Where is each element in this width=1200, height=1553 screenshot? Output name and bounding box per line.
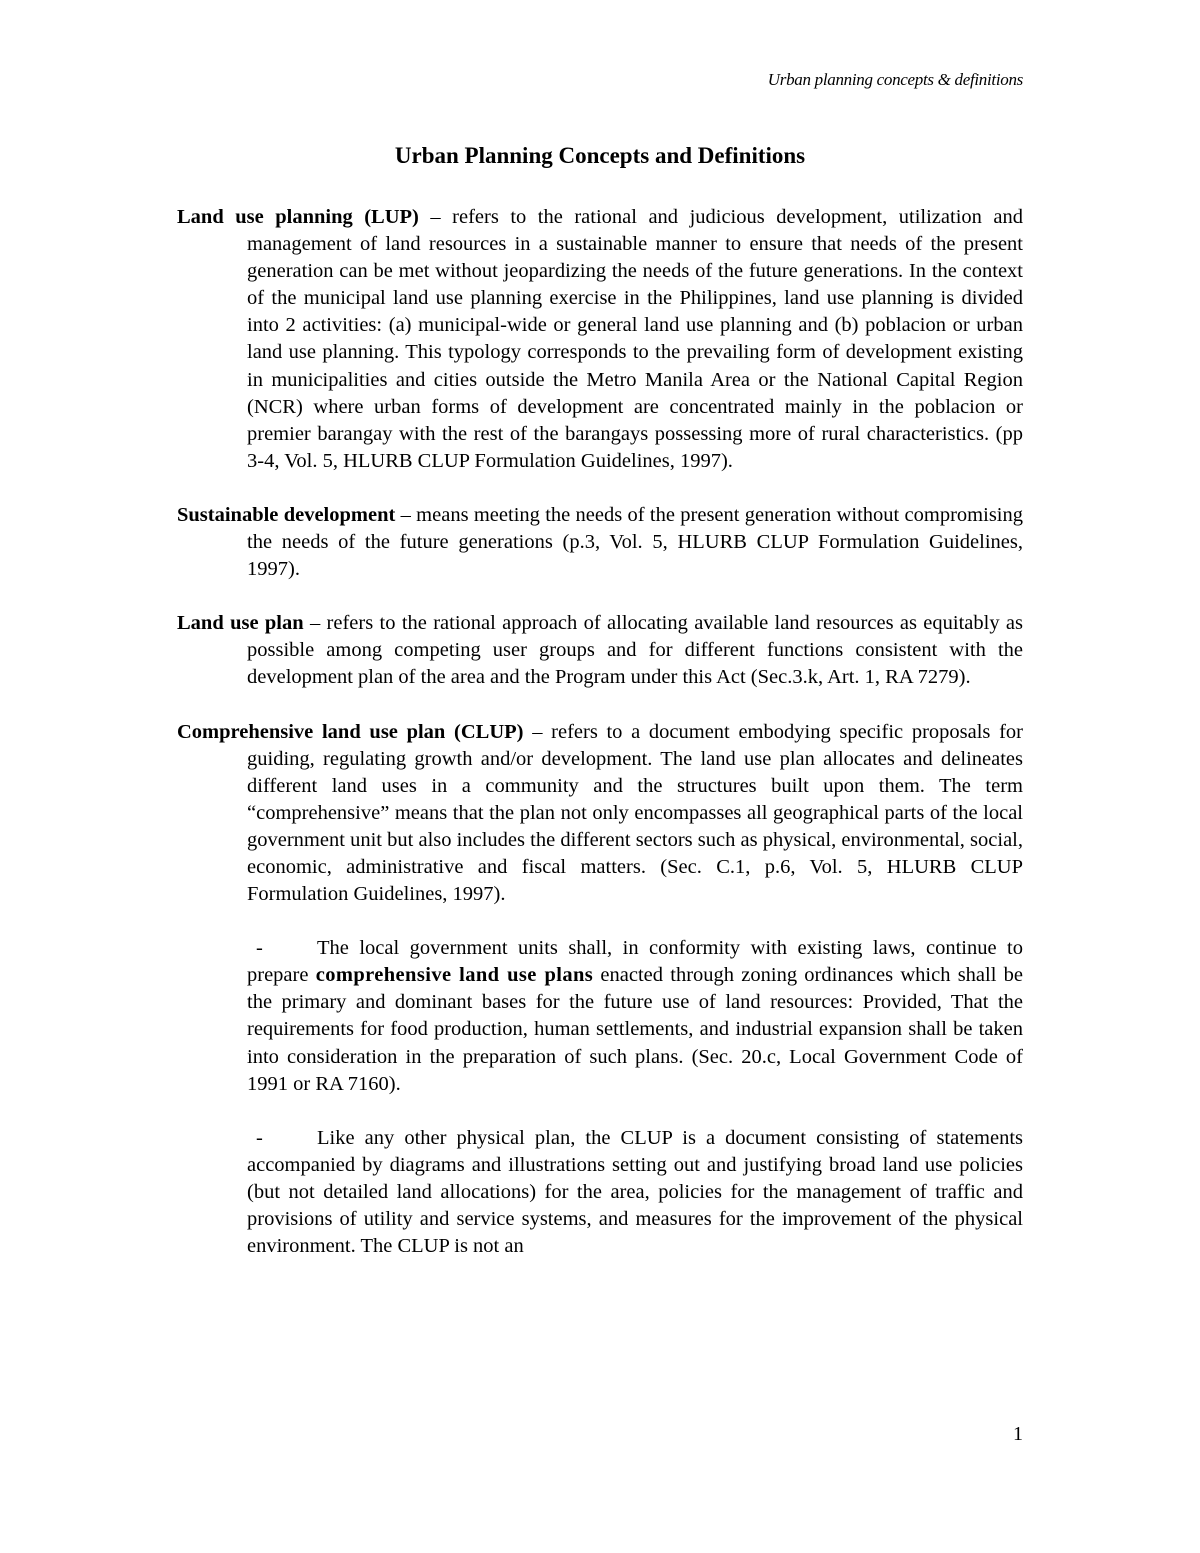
definition-text: – refers to a document embodying specific proposals for guiding, regulating growth and/or development. The land use plan allocates and delineates different land uses in a community and the structures built upon them. The term “comprehensive” means that the plan not only encompasses all geographical parts of the local government unit but also includes the different sectors such as physical, environmental, social, economic, administrative and fiscal matters. (Sec. C.1, p.6, Vol. 5, HLURB CLUP Formulation Guidelines, 1997). xyxy=(247,720,1023,906)
definition-text: – refers to the rational approach of allocating available land resources as equitably as possible among competing user groups and for different functions consistent with the development plan of the area and the Program under this Act (Sec.3.k, Art. 1, RA 7279). xyxy=(247,612,1023,689)
page-title: Urban Planning Concepts and Definitions xyxy=(394,143,806,168)
bullet-text: Like any other physical plan, the CLUP is a document consisting of statements accompanied by diagrams and illustrations setting out and justifying broad land use policies (but not detailed land allocations) for the area, policies for the management of traffic and provisions of utility and service systems, and measures for the improvement of the physical environment. The CLUP is not an xyxy=(247,1126,1023,1258)
bullet-item xyxy=(247,1125,1023,1260)
definition-term: Land use plan xyxy=(177,612,304,635)
dash-marker: - xyxy=(256,937,263,960)
bullet-text: The local government units shall, in conformity with existing laws, continue to prepare xyxy=(247,937,1023,987)
running-header: Urban planning concepts & definitions xyxy=(767,70,1023,89)
page-number: 1 xyxy=(1013,1423,1023,1445)
definition-sustainable-development xyxy=(177,502,1023,583)
definition-land-use-planning xyxy=(177,204,1023,475)
dash-marker: - xyxy=(256,1126,263,1149)
definition-term: Land use planning (LUP) xyxy=(177,206,419,228)
definition-term: Sustainable development xyxy=(177,503,396,526)
definition-term: Comprehensive land use plan (CLUP) xyxy=(177,720,524,743)
definition-text: – refers to the rational and judicious development, utilization and management of land resources in a sustainable manner to ensure that needs of the present generation can be met without jeopardizing the needs of the future generations. In the context of the municipal land use planning exercise in the Philippines, land use planning is divided into 2 activities: (a) municipal-wide or general land use planning and (b) poblacion or urban land use planning. This typology corresponds to the prevailing form of development existing in municipalities and cities outside the Metro Manila Area or the National Capital Region (NCR) where urban forms of development are concentrated mainly in the poblacion or premier barangay with the rest of the barangays possessing more of rural characteristics. (pp 3-4, Vol. 5, HLURB CLUP Formulation Guidelines, 1997). xyxy=(247,206,1023,472)
definition-clup xyxy=(177,719,1023,909)
bullet-item xyxy=(247,935,1023,1098)
bullet-bold-text: comprehensive land use plans xyxy=(315,964,594,987)
document-body xyxy=(177,204,1023,1287)
definition-land-use-plan xyxy=(177,610,1023,691)
bullet-text-after: enacted through zoning ordinances which shall be the primary and dominant bases for the future use of land resources: Provided, That the requirements for food production, human settlements, and industrial expansion shall be taken into consideration in the preparation of such plans. (Sec. 20.c, Local Government Code of 1991 or RA 7160). xyxy=(247,964,1024,1095)
definition-text: – means meeting the needs of the present generation without compromising the needs of the future generations (p.3, Vol. 5, HLURB CLUP Formulation Guidelines, 1997). xyxy=(247,503,1023,581)
